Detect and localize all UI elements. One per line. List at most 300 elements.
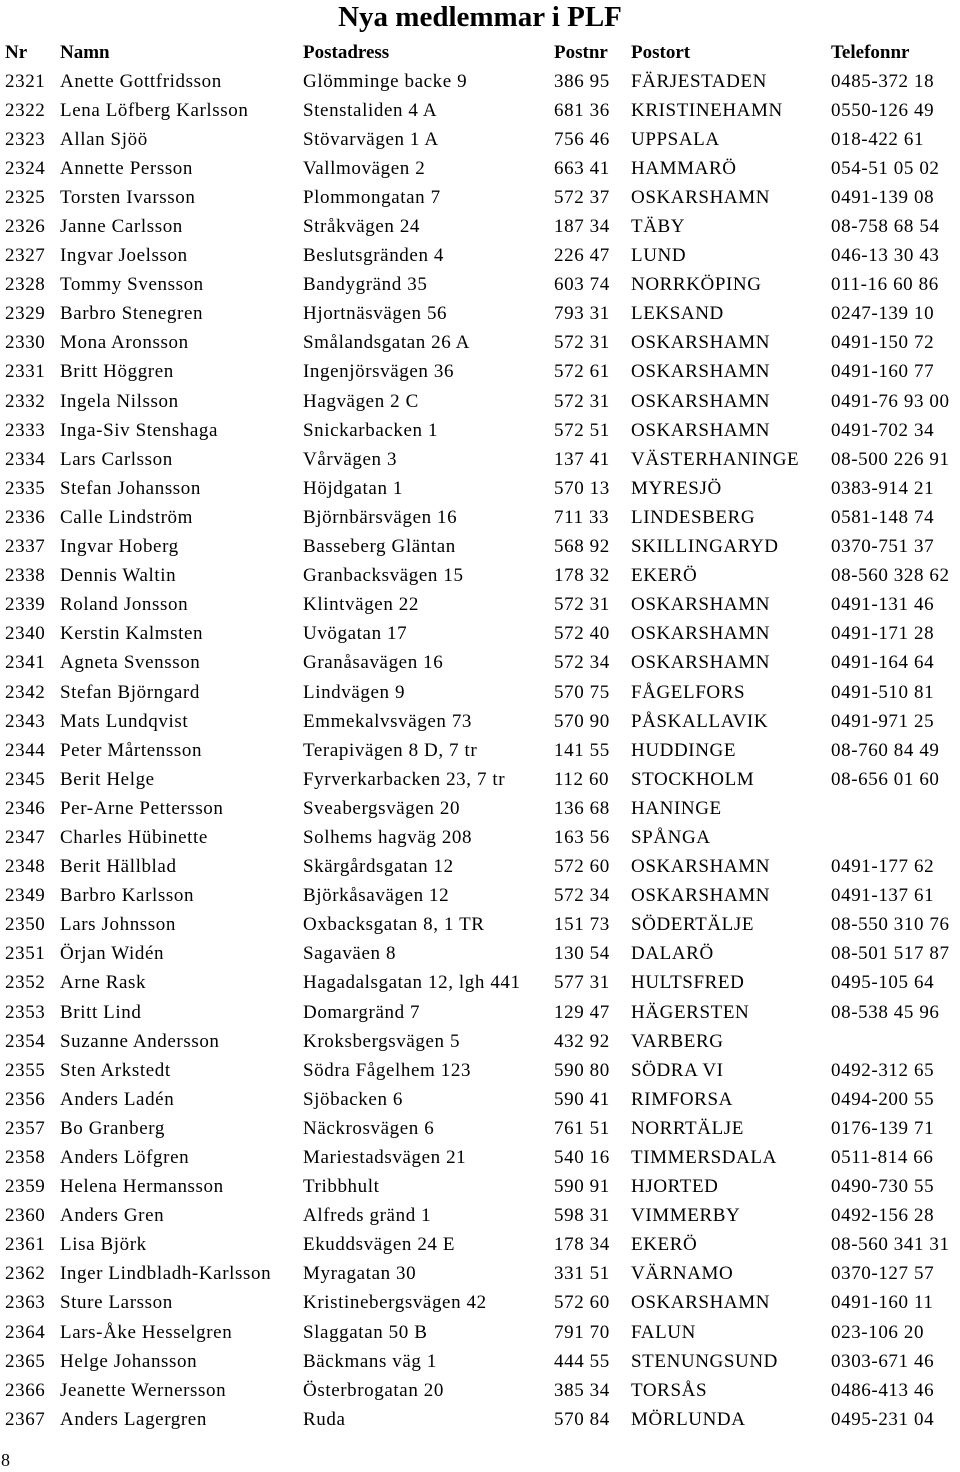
cell-namn: Anders Lagergren <box>60 1408 207 1430</box>
cell-postnr: 572 31 <box>554 390 610 412</box>
table-row <box>0 96 960 125</box>
cell-nr: 2338 <box>5 565 46 587</box>
cell-telefonnr: 0491-177 62 <box>831 856 935 878</box>
cell-nr: 2341 <box>5 652 46 674</box>
cell-namn: Calle Lindström <box>60 506 194 528</box>
cell-namn: Tommy Svensson <box>60 274 204 296</box>
cell-telefonnr: 0370-127 57 <box>831 1263 935 1285</box>
cell-postadress: Ingenjörsvägen 36 <box>303 361 455 383</box>
table-row <box>0 794 960 823</box>
cell-namn: Lars Carlsson <box>60 448 173 470</box>
cell-nr: 2343 <box>5 710 46 732</box>
cell-nr: 2321 <box>5 70 46 92</box>
cell-postadress: Bandygränd 35 <box>303 274 428 296</box>
header-row <box>0 38 960 67</box>
cell-postort: OSKARSHAMN <box>631 856 771 878</box>
cell-nr: 2324 <box>5 157 46 179</box>
cell-telefonnr: 0491-139 08 <box>831 186 935 208</box>
cell-postnr: 137 41 <box>554 448 610 470</box>
cell-telefonnr: 018-422 61 <box>831 128 925 150</box>
cell-postort: HANINGE <box>631 797 722 819</box>
cell-telefonnr: 0511-814 66 <box>831 1147 934 1169</box>
cell-nr: 2342 <box>5 681 46 703</box>
cell-telefonnr: 0486-413 46 <box>831 1379 935 1401</box>
table-row <box>0 620 960 649</box>
cell-telefonnr: 08-760 84 49 <box>831 739 940 761</box>
cell-postadress: Alfreds gränd 1 <box>303 1205 432 1227</box>
cell-telefonnr: 0490-730 55 <box>831 1176 935 1198</box>
cell-postort: LUND <box>631 245 687 267</box>
cell-namn: Roland Jonsson <box>60 594 189 616</box>
cell-telefonnr: 0494-200 55 <box>831 1088 935 1110</box>
cell-telefonnr: 0491-702 34 <box>831 419 935 441</box>
cell-postadress: Kroksbergsvägen 5 <box>303 1030 461 1052</box>
cell-telefonnr: 0491-160 11 <box>831 1292 934 1314</box>
cell-postnr: 331 51 <box>554 1263 610 1285</box>
cell-nr: 2325 <box>5 186 46 208</box>
cell-nr: 2354 <box>5 1030 46 1052</box>
cell-postnr: 791 70 <box>554 1321 610 1343</box>
cell-namn: Stefan Johansson <box>60 477 202 499</box>
cell-postadress: Glömminge backe 9 <box>303 70 468 92</box>
cell-namn: Ingela Nilsson <box>60 390 179 412</box>
cell-postort: EKERÖ <box>631 565 698 587</box>
cell-postort: FÄRJESTADEN <box>631 70 767 92</box>
cell-postort: VÄRNAMO <box>631 1263 734 1285</box>
cell-telefonnr: 08-538 45 96 <box>831 1001 940 1023</box>
table-row <box>0 445 960 474</box>
cell-nr: 2323 <box>5 128 46 150</box>
cell-namn: Stefan Björngard <box>60 681 200 703</box>
cell-postort: OSKARSHAMN <box>631 594 771 616</box>
cell-telefonnr: 0492-312 65 <box>831 1059 935 1081</box>
cell-nr: 2358 <box>5 1147 46 1169</box>
cell-telefonnr: 08-656 01 60 <box>831 768 940 790</box>
cell-nr: 2339 <box>5 594 46 616</box>
cell-postadress: Uvögatan 17 <box>303 623 408 645</box>
cell-postadress: Skärgårdsgatan 12 <box>303 856 454 878</box>
cell-namn: Ingvar Hoberg <box>60 536 179 558</box>
cell-postadress: Smålandsgatan 26 A <box>303 332 471 354</box>
cell-postort: LEKSAND <box>631 303 724 325</box>
cell-postnr: 568 92 <box>554 536 610 558</box>
cell-postnr: 570 84 <box>554 1408 610 1430</box>
cell-postort: STOCKHOLM <box>631 768 755 790</box>
cell-namn: Bo Granberg <box>60 1117 165 1139</box>
cell-telefonnr: 08-550 310 76 <box>831 914 950 936</box>
cell-postadress: Hagvägen 2 C <box>303 390 419 412</box>
cell-postnr: 711 33 <box>554 506 610 528</box>
cell-nr: 2347 <box>5 826 46 848</box>
cell-namn: Mona Aronsson <box>60 332 189 354</box>
cell-postort: DALARÖ <box>631 943 714 965</box>
cell-postnr: 598 31 <box>554 1205 610 1227</box>
cell-postort: UPPSALA <box>631 128 720 150</box>
table-row <box>0 183 960 212</box>
cell-postnr: 572 61 <box>554 361 610 383</box>
cell-namn: Anders Gren <box>60 1205 165 1227</box>
cell-telefonnr: 0491-131 46 <box>831 594 935 616</box>
cell-postnr: 590 80 <box>554 1059 610 1081</box>
cell-postnr: 572 51 <box>554 419 610 441</box>
column-header-nr: Nr <box>5 41 28 63</box>
cell-postadress: Myragatan 30 <box>303 1263 417 1285</box>
cell-postadress: Domargränd 7 <box>303 1001 421 1023</box>
cell-namn: Inger Lindbladh-Karlsson <box>60 1263 272 1285</box>
cell-postort: LINDESBERG <box>631 506 756 528</box>
cell-namn: Sture Larsson <box>60 1292 173 1314</box>
cell-postnr: 572 60 <box>554 1292 610 1314</box>
cell-postort: TORSÅS <box>631 1379 708 1401</box>
cell-telefonnr: 0492-156 28 <box>831 1205 935 1227</box>
cell-namn: Ingvar Joelsson <box>60 245 188 267</box>
cell-nr: 2352 <box>5 972 46 994</box>
table-row <box>0 387 960 416</box>
cell-postnr: 386 95 <box>554 70 610 92</box>
cell-postadress: Beslutsgränden 4 <box>303 245 444 267</box>
cell-nr: 2331 <box>5 361 46 383</box>
cell-postort: SÖDERTÄLJE <box>631 914 755 936</box>
cell-postort: VARBERG <box>631 1030 724 1052</box>
cell-namn: Örjan Widén <box>60 943 165 965</box>
cell-postnr: 590 91 <box>554 1176 610 1198</box>
cell-postort: TÄBY <box>631 216 686 238</box>
cell-nr: 2355 <box>5 1059 46 1081</box>
cell-postort: PÅSKALLAVIK <box>631 710 769 732</box>
cell-namn: Barbro Stenegren <box>60 303 204 325</box>
cell-namn: Mats Lundqvist <box>60 710 189 732</box>
table-row <box>0 1114 960 1143</box>
cell-nr: 2366 <box>5 1379 46 1401</box>
cell-nr: 2361 <box>5 1234 46 1256</box>
cell-nr: 2350 <box>5 914 46 936</box>
cell-nr: 2351 <box>5 943 46 965</box>
cell-namn: Per-Arne Pettersson <box>60 797 224 819</box>
cell-nr: 2364 <box>5 1321 46 1343</box>
cell-postort: HJORTED <box>631 1176 719 1198</box>
cell-telefonnr: 0491-164 64 <box>831 652 935 674</box>
cell-telefonnr: 0550-126 49 <box>831 99 935 121</box>
cell-nr: 2327 <box>5 245 46 267</box>
cell-postort: OSKARSHAMN <box>631 186 771 208</box>
table-row <box>0 1405 960 1434</box>
cell-nr: 2349 <box>5 885 46 907</box>
cell-namn: Kerstin Kalmsten <box>60 623 204 645</box>
cell-postort: SPÅNGA <box>631 826 711 848</box>
table-row <box>0 242 960 271</box>
cell-namn: Britt Lind <box>60 1001 142 1023</box>
cell-postort: OSKARSHAMN <box>631 332 771 354</box>
table-row <box>0 212 960 241</box>
cell-namn: Torsten Ivarsson <box>60 186 196 208</box>
cell-postnr: 756 46 <box>554 128 610 150</box>
table-row <box>0 503 960 532</box>
cell-postadress: Granåsavägen 16 <box>303 652 444 674</box>
table-row <box>0 1289 960 1318</box>
cell-nr: 2359 <box>5 1176 46 1198</box>
cell-postnr: 444 55 <box>554 1350 610 1372</box>
cell-postadress: Stövarvägen 1 A <box>303 128 439 150</box>
cell-postnr: 681 36 <box>554 99 610 121</box>
cell-namn: Allan Sjöö <box>60 128 148 150</box>
cell-postadress: Näckrosvägen 6 <box>303 1117 435 1139</box>
cell-postort: VIMMERBY <box>631 1205 741 1227</box>
cell-nr: 2332 <box>5 390 46 412</box>
cell-nr: 2345 <box>5 768 46 790</box>
cell-postort: VÄSTERHANINGE <box>631 448 800 470</box>
cell-nr: 2367 <box>5 1408 46 1430</box>
table-row <box>0 823 960 852</box>
cell-nr: 2346 <box>5 797 46 819</box>
cell-postadress: Sveabergsvägen 20 <box>303 797 461 819</box>
table-row <box>0 67 960 96</box>
cell-namn: Agneta Svensson <box>60 652 201 674</box>
cell-postort: MYRESJÖ <box>631 477 722 499</box>
cell-postnr: 572 40 <box>554 623 610 645</box>
cell-postnr: 572 31 <box>554 332 610 354</box>
cell-postort: STENUNGSUND <box>631 1350 778 1372</box>
cell-postadress: Vallmovägen 2 <box>303 157 426 179</box>
cell-nr: 2333 <box>5 419 46 441</box>
cell-postnr: 385 34 <box>554 1379 610 1401</box>
cell-telefonnr: 0485-372 18 <box>831 70 935 92</box>
table-row <box>0 591 960 620</box>
cell-postort: SKILLINGARYD <box>631 536 779 558</box>
cell-namn: Anders Löfgren <box>60 1147 190 1169</box>
cell-postort: OSKARSHAMN <box>631 361 771 383</box>
cell-postnr: 572 34 <box>554 652 610 674</box>
cell-nr: 2357 <box>5 1117 46 1139</box>
cell-telefonnr: 0491-971 25 <box>831 710 935 732</box>
cell-postnr: 178 34 <box>554 1234 610 1256</box>
page-title: Nya medlemmar i PLF <box>338 1 622 33</box>
column-header-postort: Postort <box>631 41 691 63</box>
cell-postadress: Solhems hagväg 208 <box>303 826 473 848</box>
cell-postnr: 590 41 <box>554 1088 610 1110</box>
table-row <box>0 271 960 300</box>
cell-telefonnr: 0491-150 72 <box>831 332 935 354</box>
table-row <box>0 358 960 387</box>
cell-postort: OSKARSHAMN <box>631 390 771 412</box>
table-row <box>0 1318 960 1347</box>
cell-namn: Inga-Siv Stenshaga <box>60 419 219 441</box>
cell-nr: 2365 <box>5 1350 46 1372</box>
table-row <box>0 1173 960 1202</box>
cell-postort: OSKARSHAMN <box>631 1292 771 1314</box>
table-row <box>0 678 960 707</box>
cell-nr: 2348 <box>5 856 46 878</box>
cell-namn: Lisa Björk <box>60 1234 147 1256</box>
cell-namn: Anette Gottfridsson <box>60 70 222 92</box>
cell-postadress: Snickarbacken 1 <box>303 419 439 441</box>
cell-postadress: Mariestadsvägen 21 <box>303 1147 467 1169</box>
cell-telefonnr <box>831 1027 960 1056</box>
cell-postort: OSKARSHAMN <box>631 419 771 441</box>
cell-postnr: 572 37 <box>554 186 610 208</box>
cell-postnr: 130 54 <box>554 943 610 965</box>
table-row <box>0 1143 960 1172</box>
cell-postnr: 540 16 <box>554 1147 610 1169</box>
cell-postadress: Österbrogatan 20 <box>303 1379 444 1401</box>
table-row <box>0 1027 960 1056</box>
cell-postadress: Björnbärsvägen 16 <box>303 506 458 528</box>
cell-telefonnr: 0495-231 04 <box>831 1408 935 1430</box>
cell-postort: OSKARSHAMN <box>631 623 771 645</box>
cell-nr: 2356 <box>5 1088 46 1110</box>
cell-postadress: Terapivägen 8 D, 7 tr <box>303 739 478 761</box>
table-row <box>0 300 960 329</box>
table-row <box>0 1231 960 1260</box>
cell-postort: HUDDINGE <box>631 739 737 761</box>
cell-telefonnr <box>831 823 960 852</box>
table-row <box>0 562 960 591</box>
cell-postnr: 163 56 <box>554 826 610 848</box>
table-row <box>0 1376 960 1405</box>
cell-postadress: Fyrverkarbacken 23, 7 tr <box>303 768 506 790</box>
cell-telefonnr: 0491-76 93 00 <box>831 390 950 412</box>
cell-nr: 2329 <box>5 303 46 325</box>
table-row <box>0 649 960 678</box>
cell-postort: SÖDRA VI <box>631 1059 724 1081</box>
cell-telefonnr: 08-560 341 31 <box>831 1234 950 1256</box>
cell-postnr: 761 51 <box>554 1117 610 1139</box>
cell-telefonnr: 0495-105 64 <box>831 972 935 994</box>
table-row <box>0 416 960 445</box>
cell-postadress: Björkåsavägen 12 <box>303 885 450 907</box>
cell-namn: Janne Carlsson <box>60 216 183 238</box>
column-header-telefonnr: Telefonnr <box>831 41 910 63</box>
cell-namn: Charles Hübinette <box>60 826 208 848</box>
cell-postadress: Basseberg Gläntan <box>303 536 456 558</box>
cell-postadress: Stenstaliden 4 A <box>303 99 438 121</box>
cell-postort: RIMFORSA <box>631 1088 733 1110</box>
cell-telefonnr: 0383-914 21 <box>831 477 935 499</box>
table-row <box>0 1260 960 1289</box>
cell-namn: Berit Hällblad <box>60 856 177 878</box>
cell-postadress: Stråkvägen 24 <box>303 216 421 238</box>
cell-telefonnr: 08-501 517 87 <box>831 943 950 965</box>
cell-nr: 2362 <box>5 1263 46 1285</box>
cell-namn: Suzanne Andersson <box>60 1030 220 1052</box>
cell-telefonnr: 08-758 68 54 <box>831 216 940 238</box>
cell-postadress: Hagadalsgatan 12, lgh 441 <box>303 972 521 994</box>
table-row <box>0 1085 960 1114</box>
cell-telefonnr: 0491-160 77 <box>831 361 935 383</box>
table-row <box>0 736 960 765</box>
cell-postadress: Klintvägen 22 <box>303 594 419 616</box>
table-row <box>0 1056 960 1085</box>
table-row <box>0 329 960 358</box>
cell-postnr: 129 47 <box>554 1001 610 1023</box>
cell-postort: EKERÖ <box>631 1234 698 1256</box>
cell-postnr: 577 31 <box>554 972 610 994</box>
cell-postadress: Sjöbacken 6 <box>303 1088 403 1110</box>
table-row <box>0 707 960 736</box>
cell-postadress: Vårvägen 3 <box>303 448 398 470</box>
cell-namn: Lars Johnsson <box>60 914 176 936</box>
cell-postnr: 432 92 <box>554 1030 610 1052</box>
cell-postadress: Granbacksvägen 15 <box>303 565 464 587</box>
cell-postadress: Sagaväen 8 <box>303 943 397 965</box>
cell-namn: Berit Helge <box>60 768 155 790</box>
cell-namn: Sten Arkstedt <box>60 1059 171 1081</box>
cell-telefonnr: 0247-139 10 <box>831 303 935 325</box>
cell-namn: Annette Persson <box>60 157 194 179</box>
cell-postnr: 570 13 <box>554 477 610 499</box>
cell-telefonnr: 0491-171 28 <box>831 623 935 645</box>
cell-postnr: 603 74 <box>554 274 610 296</box>
cell-namn: Peter Mårtensson <box>60 739 203 761</box>
cell-telefonnr: 023-106 20 <box>831 1321 925 1343</box>
cell-postort: FÅGELFORS <box>631 681 746 703</box>
cell-namn: Lena Löfberg Karlsson <box>60 99 249 121</box>
table-row <box>0 154 960 183</box>
table-row <box>0 1202 960 1231</box>
column-header-postnr: Postnr <box>554 41 608 63</box>
cell-postadress: Bäckmans väg 1 <box>303 1350 437 1372</box>
cell-telefonnr: 0491-510 81 <box>831 681 935 703</box>
table-row <box>0 882 960 911</box>
cell-namn: Barbro Karlsson <box>60 885 195 907</box>
table-row <box>0 940 960 969</box>
cell-postadress: Slaggatan 50 B <box>303 1321 428 1343</box>
page-number: 8 <box>1 1450 10 1470</box>
cell-nr: 2337 <box>5 536 46 558</box>
cell-postnr: 793 31 <box>554 303 610 325</box>
cell-namn: Anders Ladén <box>60 1088 175 1110</box>
cell-telefonnr: 0581-148 74 <box>831 506 935 528</box>
cell-postort: FALUN <box>631 1321 696 1343</box>
cell-nr: 2326 <box>5 216 46 238</box>
cell-postort: OSKARSHAMN <box>631 652 771 674</box>
cell-nr: 2335 <box>5 477 46 499</box>
cell-nr: 2360 <box>5 1205 46 1227</box>
cell-postort: HULTSFRED <box>631 972 745 994</box>
cell-postadress: Tribbhult <box>303 1176 380 1198</box>
column-header-postadress: Postadress <box>303 41 390 63</box>
cell-telefonnr: 046-13 30 43 <box>831 245 940 267</box>
cell-postort: NORRKÖPING <box>631 274 762 296</box>
cell-namn: Lars-Åke Hesselgren <box>60 1321 233 1343</box>
cell-postnr: 151 73 <box>554 914 610 936</box>
cell-postadress: Ruda <box>303 1408 346 1430</box>
cell-telefonnr: 0491-137 61 <box>831 885 935 907</box>
cell-postnr: 136 68 <box>554 797 610 819</box>
cell-postnr: 178 32 <box>554 565 610 587</box>
cell-postort: HAMMARÖ <box>631 157 737 179</box>
cell-namn: Jeanette Wernersson <box>60 1379 227 1401</box>
cell-telefonnr: 0303-671 46 <box>831 1350 935 1372</box>
cell-postnr: 572 60 <box>554 856 610 878</box>
cell-nr: 2336 <box>5 506 46 528</box>
cell-nr: 2344 <box>5 739 46 761</box>
cell-postadress: Oxbacksgatan 8, 1 TR <box>303 914 485 936</box>
table-row <box>0 969 960 998</box>
cell-postadress: Kristinebergsvägen 42 <box>303 1292 487 1314</box>
cell-postort: KRISTINEHAMN <box>631 99 783 121</box>
cell-postort: NORRTÄLJE <box>631 1117 744 1139</box>
cell-nr: 2330 <box>5 332 46 354</box>
cell-postnr: 570 75 <box>554 681 610 703</box>
cell-nr: 2328 <box>5 274 46 296</box>
cell-postadress: Hjortnäsvägen 56 <box>303 303 448 325</box>
cell-postnr: 112 60 <box>554 768 610 790</box>
cell-postadress: Lindvägen 9 <box>303 681 406 703</box>
cell-namn: Dennis Waltin <box>60 565 177 587</box>
cell-postnr: 572 34 <box>554 885 610 907</box>
cell-postadress: Ekuddsvägen 24 E <box>303 1234 456 1256</box>
cell-telefonnr: 0370-751 37 <box>831 536 935 558</box>
